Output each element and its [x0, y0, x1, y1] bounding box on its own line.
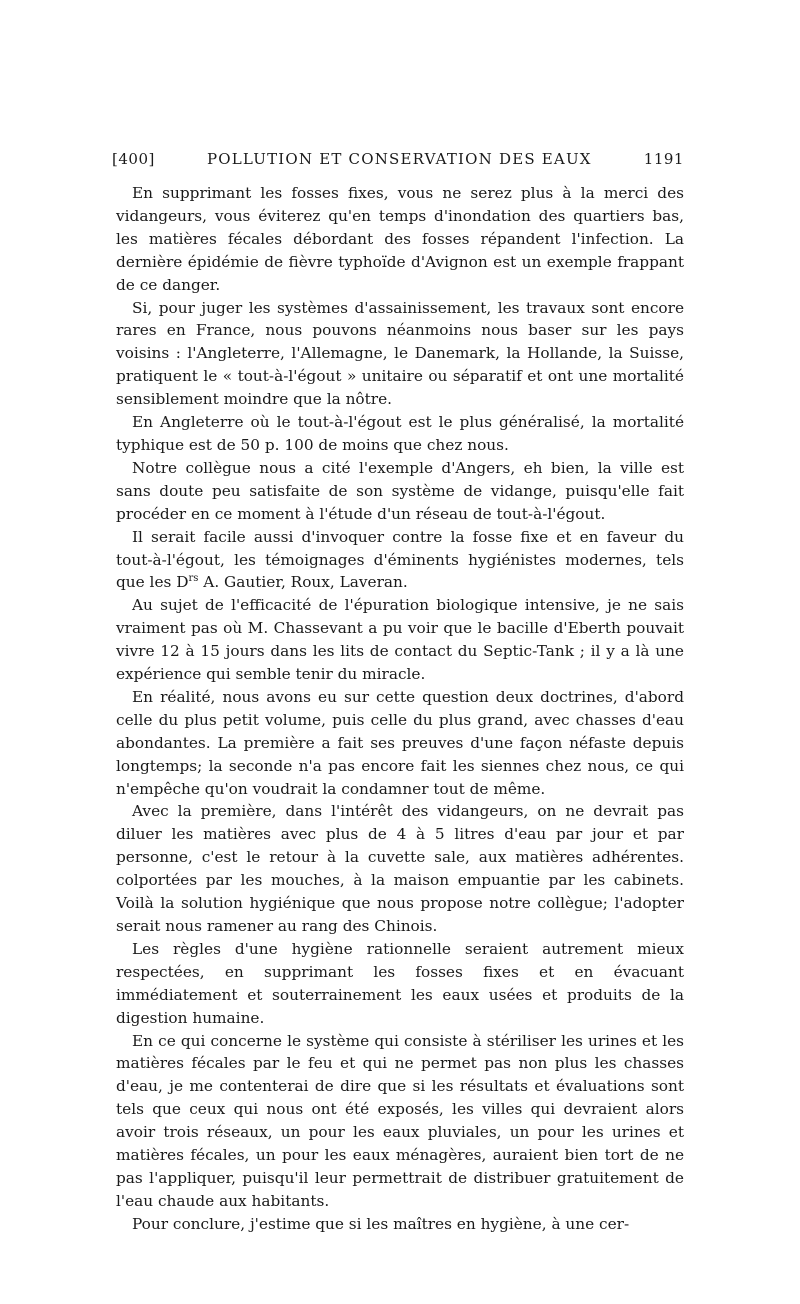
paragraph: Les règles d'une hygiène rationnelle seraient autrement mieux respectées, en supprimant les fosses fixes et en évacuant immédiatement et souterrainement les eaux usées et produits de la digestion humaine. — [116, 939, 684, 1027]
paragraph: En réalité, nous avons eu sur cette question deux doctrines, d'abord celle du plus petit volume, puis celle du plus grand, avec chasses d'eau abondantes. La première a fait ses preuves d'une façon néfaste depuis longtemps; la seconde n'a pas encore fait les siennes chez nous, ce qui n'empêche qu'on voudrait la condamner tout de même. — [116, 687, 684, 798]
paragraph: Si, pour juger les systèmes d'assainissement, les travaux sont encore rares en France, nous pouvons néanmoins nous baser sur les pays voisins : l'Angleterre, l'Allemagne, le Danemark, la Hollande, la Suisse, pratiquent le « tout-à-l'égout » unitaire ou séparatif et ont une mortalité sensiblement moindre que la nôtre. — [116, 298, 684, 409]
header-left-number: [400] — [112, 150, 155, 168]
paragraph: En Angleterre où le tout-à-l'égout est le plus généralisé, la mortalité typhique est de 50 p. 100 de moins que chez nous. — [116, 413, 684, 454]
paragraph: Au sujet de l'efficacité de l'épuration biologique intensive, je ne sais vraiment pas où M. Chassevant a pu voir que le bacille d'Eberth pouvait vivre 12 à 15 jours dans les lits de contact du Septic-Tank ; il y a là une expérience qui semble tenir du miracle. — [116, 596, 684, 684]
paragraph: Pour conclure, j'estime que si les maîtres en hygiène, à une cer- — [132, 1214, 630, 1233]
body-text — [116, 182, 684, 1236]
page — [112, 150, 684, 1236]
paragraph: En supprimant les fosses fixes, vous ne serez plus à la merci des vidangeurs, vous éviterez qu'en temps d'inondation des quartiers bas, les matières fécales débordant des fosses répandent l'infection. La dernière épidémie de fièvre typhoïde d'Avignon est un exemple frappant de ce danger. — [116, 184, 684, 294]
abbreviation: D — [176, 573, 189, 592]
running-header — [112, 150, 684, 168]
superscript: rs — [188, 573, 199, 585]
paragraph: En ce qui concerne le système qui consiste à stériliser les urines et les matières fécales par le feu et qui ne permet pas non plus les chasses d'eau, je me contenterai de dire que si les résultats et évaluations sont tels que ceux qui nous ont été exposés, les villes qui devraient alors avoir trois réseaux, un pour les eaux pluviales, un pour les urines et matières fécales, un pour les eaux ménagères, auraient bien tort de ne pas l'appliquer, puisqu'il leur permettrait de distribuer gratuitement de l'eau chaude aux habitants. — [116, 1031, 684, 1210]
paragraph-text: Il serait facile aussi d'invoquer contre la fosse fixe et en faveur du tout-à-l'égout, les témoignages d'éminents hygiénistes modernes, tels que les — [116, 527, 684, 592]
paragraph-text: A. Gautier, Roux, Laveran. — [198, 573, 408, 592]
paragraph — [116, 526, 684, 595]
paragraph: Notre collègue nous a cité l'exemple d'Angers, eh bien, la ville est sans doute peu satisfaite de son système de vidange, puisqu'elle fait procéder en ce moment à l'étude d'un réseau de tout-à-l'égout. — [116, 458, 684, 523]
header-title: POLLUTION ET CONSERVATION DES EAUX — [206, 150, 592, 168]
header-page-number: 1191 — [643, 150, 684, 168]
paragraph: Avec la première, dans l'intérêt des vidangeurs, on ne devrait pas diluer les matières avec plus de 4 à 5 litres d'eau par jour et par personne, c'est le retour à la cuvette sale, aux matières adhérentes. colportées par les mouches, à la maison empuantie par les cabinets. Voilà la solution hygiénique que nous propose notre collègue; l'adopter serait nous ramener au rang des Chinois. — [116, 802, 684, 935]
